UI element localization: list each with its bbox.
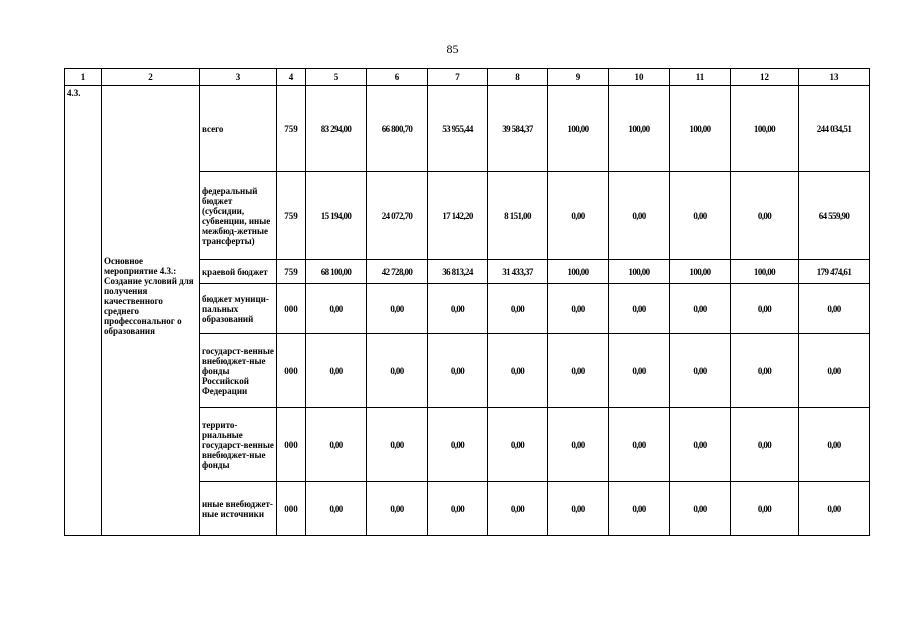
column-header: 10	[609, 69, 670, 86]
column-header: 11	[670, 69, 731, 86]
budget-code: 759	[277, 86, 306, 172]
amount-cell: 100,00	[670, 86, 731, 172]
amount-cell: 0,00	[306, 334, 367, 408]
amount-cell: 0,00	[367, 408, 428, 482]
amount-cell: 0,00	[488, 284, 548, 334]
amount-cell: 39 584,37	[488, 86, 548, 172]
amount-cell: 100,00	[609, 260, 670, 284]
column-header: 7	[428, 69, 488, 86]
funding-source: федеральный бюджет (субсидии, субвенции, иные межбюд-жетные трансферты)	[200, 172, 277, 260]
amount-cell: 0,00	[670, 334, 731, 408]
funding-source: бюджет муници-пальных образований	[200, 284, 277, 334]
column-header: 5	[306, 69, 367, 86]
page-number: 85	[446, 42, 459, 56]
table-row	[65, 86, 870, 172]
amount-cell: 100,00	[548, 86, 609, 172]
amount-cell: 0,00	[609, 284, 670, 334]
amount-cell: 68 100,00	[306, 260, 367, 284]
amount-cell: 244 034,51	[799, 86, 870, 172]
column-header: 2	[102, 69, 200, 86]
amount-cell: 0,00	[799, 284, 870, 334]
amount-cell: 0,00	[488, 482, 548, 536]
column-header: 9	[548, 69, 609, 86]
amount-cell: 15 194,00	[306, 172, 367, 260]
amount-cell: 179 474,61	[799, 260, 870, 284]
budget-code: 000	[277, 408, 306, 482]
amount-cell: 17 142,20	[428, 172, 488, 260]
amount-cell: 0,00	[670, 284, 731, 334]
table-body	[65, 86, 870, 536]
amount-cell: 0,00	[731, 482, 799, 536]
amount-cell: 0,00	[609, 482, 670, 536]
amount-cell: 0,00	[609, 334, 670, 408]
amount-cell: 0,00	[548, 482, 609, 536]
amount-cell: 64 559,90	[799, 172, 870, 260]
budget-code: 000	[277, 482, 306, 536]
funding-source: государст-венные внебюджет-ные фонды Российской Федерации	[200, 334, 277, 408]
amount-cell: 100,00	[609, 86, 670, 172]
amount-cell: 0,00	[609, 408, 670, 482]
amount-cell: 0,00	[670, 408, 731, 482]
amount-cell: 0,00	[306, 482, 367, 536]
amount-cell: 0,00	[488, 408, 548, 482]
funding-source: краевой бюджет	[200, 260, 277, 284]
amount-cell: 0,00	[428, 482, 488, 536]
budget-code: 759	[277, 260, 306, 284]
amount-cell: 0,00	[306, 408, 367, 482]
amount-cell: 0,00	[609, 172, 670, 260]
funding-source: иные внебюджет-ные источники	[200, 482, 277, 536]
amount-cell: 0,00	[799, 408, 870, 482]
amount-cell: 0,00	[731, 408, 799, 482]
amount-cell: 0,00	[428, 334, 488, 408]
amount-cell: 0,00	[428, 284, 488, 334]
amount-cell: 0,00	[731, 284, 799, 334]
amount-cell: 24 072,70	[367, 172, 428, 260]
amount-cell: 0,00	[731, 334, 799, 408]
column-header: 1	[65, 69, 102, 86]
amount-cell: 8 151,00	[488, 172, 548, 260]
column-header: 6	[367, 69, 428, 86]
column-header: 4	[277, 69, 306, 86]
amount-cell: 0,00	[548, 284, 609, 334]
amount-cell: 100,00	[548, 260, 609, 284]
funding-source: террито-риальные государст-венные внебюджет-ные фонды	[200, 408, 277, 482]
column-header: 12	[731, 69, 799, 86]
amount-cell: 53 955,44	[428, 86, 488, 172]
amount-cell: 0,00	[548, 408, 609, 482]
amount-cell: 0,00	[731, 172, 799, 260]
amount-cell: 0,00	[367, 482, 428, 536]
column-header: 3	[200, 69, 277, 86]
budget-code: 000	[277, 284, 306, 334]
budget-table	[64, 68, 870, 536]
amount-cell: 0,00	[670, 172, 731, 260]
amount-cell: 0,00	[367, 334, 428, 408]
amount-cell: 0,00	[799, 334, 870, 408]
amount-cell: 0,00	[799, 482, 870, 536]
activity-name	[102, 86, 200, 536]
amount-cell: 0,00	[428, 408, 488, 482]
header-row	[65, 69, 870, 86]
amount-cell: 0,00	[670, 482, 731, 536]
amount-cell: 0,00	[548, 172, 609, 260]
amount-cell: 31 433,37	[488, 260, 548, 284]
amount-cell: 83 294,00	[306, 86, 367, 172]
amount-cell: 36 813,24	[428, 260, 488, 284]
amount-cell: 100,00	[731, 86, 799, 172]
activity-text: Основное мероприятие 4.3.: Создание условий для получения качественного среднего профессональног о образования	[104, 255, 194, 336]
funding-source: всего	[200, 86, 277, 172]
amount-cell: 0,00	[306, 284, 367, 334]
amount-cell: 66 800,70	[367, 86, 428, 172]
amount-cell: 42 728,00	[367, 260, 428, 284]
amount-cell: 0,00	[488, 334, 548, 408]
amount-cell: 100,00	[731, 260, 799, 284]
budget-code: 000	[277, 334, 306, 408]
amount-cell: 0,00	[548, 334, 609, 408]
budget-code: 759	[277, 172, 306, 260]
column-header: 8	[488, 69, 548, 86]
row-number: 4.3.	[65, 86, 102, 536]
amount-cell: 100,00	[670, 260, 731, 284]
amount-cell: 0,00	[367, 284, 428, 334]
column-header: 13	[799, 69, 870, 86]
